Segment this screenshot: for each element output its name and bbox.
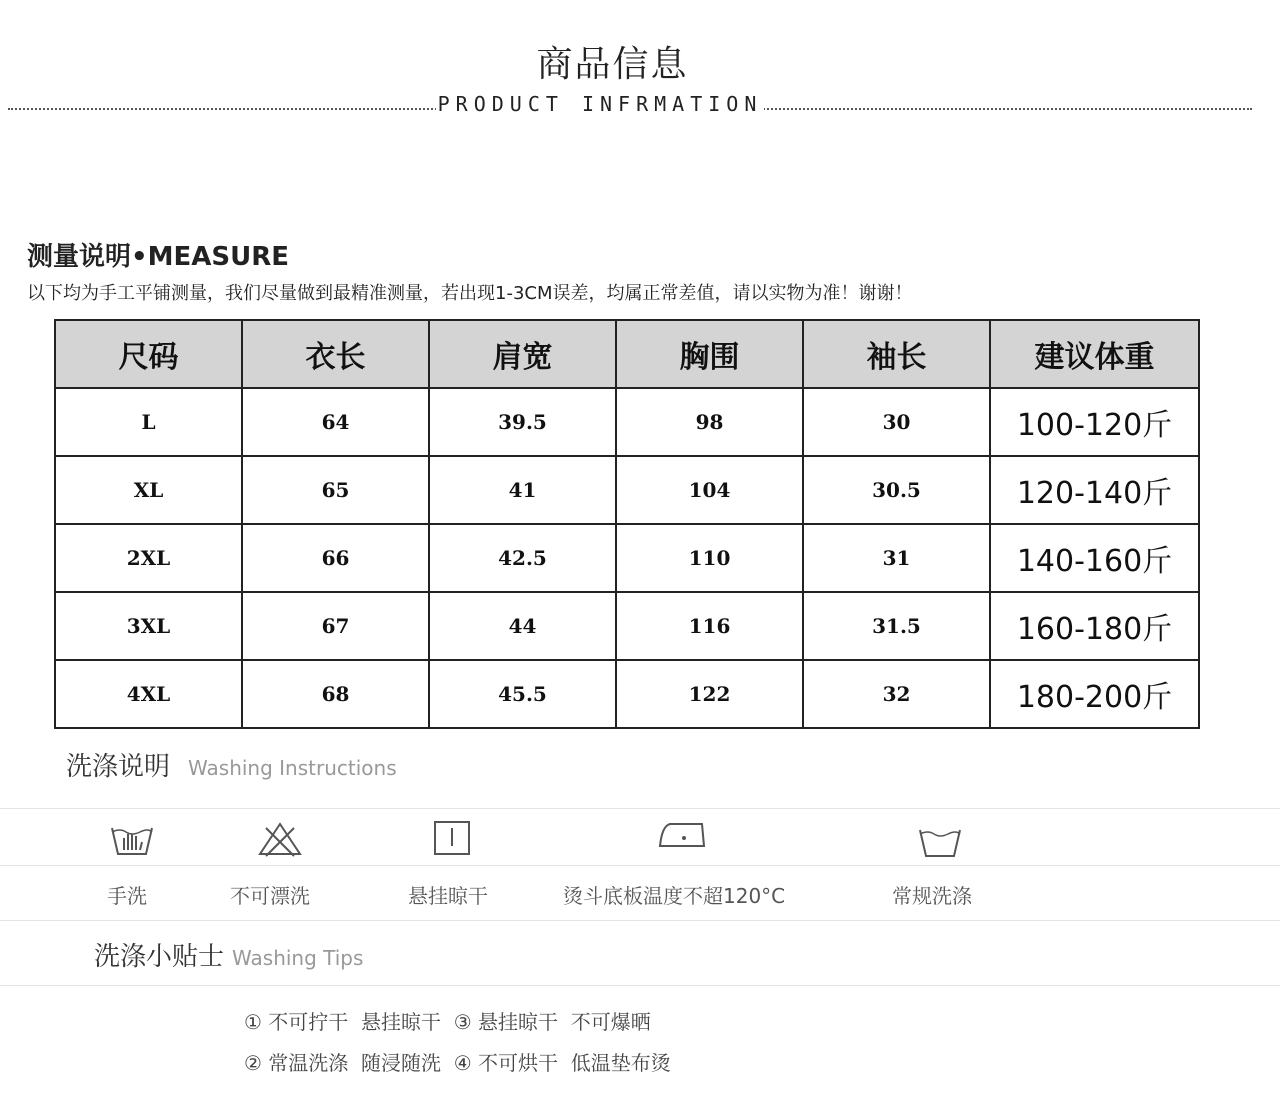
cell-shoulder: 41 <box>429 456 616 524</box>
header-chest: 胸围 <box>616 320 803 388</box>
tip-line: ② 常温洗涤 随浸随洗 ④ 不可烘干 低温垫布烫 <box>244 1051 671 1075</box>
table-row <box>55 592 1199 660</box>
cell-sleeve: 30 <box>803 388 990 456</box>
cell-weight: 160-180斤 <box>990 592 1199 660</box>
cell-shoulder: 44 <box>429 592 616 660</box>
cell-chest: 110 <box>616 524 803 592</box>
tip-line: ① 不可拧干 悬挂晾干 ③ 悬挂晾干 不可爆晒 <box>244 1010 651 1034</box>
cell-size: L <box>55 388 242 456</box>
table-row <box>55 388 1199 456</box>
cell-length: 64 <box>242 388 429 456</box>
iron-icon <box>656 816 708 856</box>
cell-size: XL <box>55 456 242 524</box>
cell-chest: 98 <box>616 388 803 456</box>
tips-title <box>94 936 363 973</box>
cell-weight: 100-120斤 <box>990 388 1199 456</box>
divider <box>0 920 1280 921</box>
page-subtitle-text: PRODUCT INFRMATION <box>437 92 763 116</box>
header-sleeve: 袖长 <box>803 320 990 388</box>
hand-wash-label: 手洗 <box>107 884 147 908</box>
cell-sleeve: 30.5 <box>803 456 990 524</box>
table-row <box>55 456 1199 524</box>
table-header-row <box>55 320 1199 388</box>
cell-weight: 180-200斤 <box>990 660 1199 728</box>
tips-title-cn: 洗涤小贴士 <box>94 942 225 972</box>
divider <box>0 865 1280 866</box>
washing-title-en: Washing Instructions <box>188 756 397 780</box>
measure-title: 测量说明•MEASURE <box>27 242 289 272</box>
measure-note: 以下均为手工平铺测量，我们尽量做到最精准测量，若出现1-3CM误差，均属正常差值，请以实物为准！谢谢！ <box>27 283 913 304</box>
tips-title-en: Washing Tips <box>232 946 364 970</box>
washing-title <box>66 746 397 783</box>
cell-length: 65 <box>242 456 429 524</box>
divider <box>0 985 1280 986</box>
cell-shoulder: 45.5 <box>429 660 616 728</box>
cell-weight: 140-160斤 <box>990 524 1199 592</box>
cell-chest: 122 <box>616 660 803 728</box>
header-length: 衣长 <box>242 320 429 388</box>
size-table <box>54 319 1200 729</box>
header-shoulder: 肩宽 <box>429 320 616 388</box>
cell-length: 68 <box>242 660 429 728</box>
cell-chest: 116 <box>616 592 803 660</box>
cell-shoulder: 42.5 <box>429 524 616 592</box>
cell-chest: 104 <box>616 456 803 524</box>
no-bleach-label: 不可漂洗 <box>230 884 310 908</box>
cell-size: 4XL <box>55 660 242 728</box>
cell-sleeve: 31 <box>803 524 990 592</box>
hang-dry-icon <box>426 818 478 858</box>
cell-size: 3XL <box>55 592 242 660</box>
cell-sleeve: 32 <box>803 660 990 728</box>
normal-wash-label: 常规洗涤 <box>892 884 972 908</box>
page-title: 商品信息 <box>536 44 689 85</box>
header-size: 尺码 <box>55 320 242 388</box>
hand-wash-icon <box>106 820 158 860</box>
cell-length: 67 <box>242 592 429 660</box>
cell-weight: 120-140斤 <box>990 456 1199 524</box>
washing-title-cn: 洗涤说明 <box>66 752 171 782</box>
normal-wash-icon <box>914 822 966 862</box>
cell-length: 66 <box>242 524 429 592</box>
cell-size: 2XL <box>55 524 242 592</box>
no-bleach-icon <box>254 820 306 860</box>
header-weight: 建议体重 <box>990 320 1199 388</box>
hang-dry-label: 悬挂晾干 <box>408 884 488 908</box>
divider <box>0 808 1280 809</box>
cell-shoulder: 39.5 <box>429 388 616 456</box>
cell-sleeve: 31.5 <box>803 592 990 660</box>
page-subtitle <box>0 92 1200 116</box>
table-row <box>55 660 1199 728</box>
iron-label: 烫斗底板温度不超120°C <box>563 884 786 908</box>
table-row <box>55 524 1199 592</box>
